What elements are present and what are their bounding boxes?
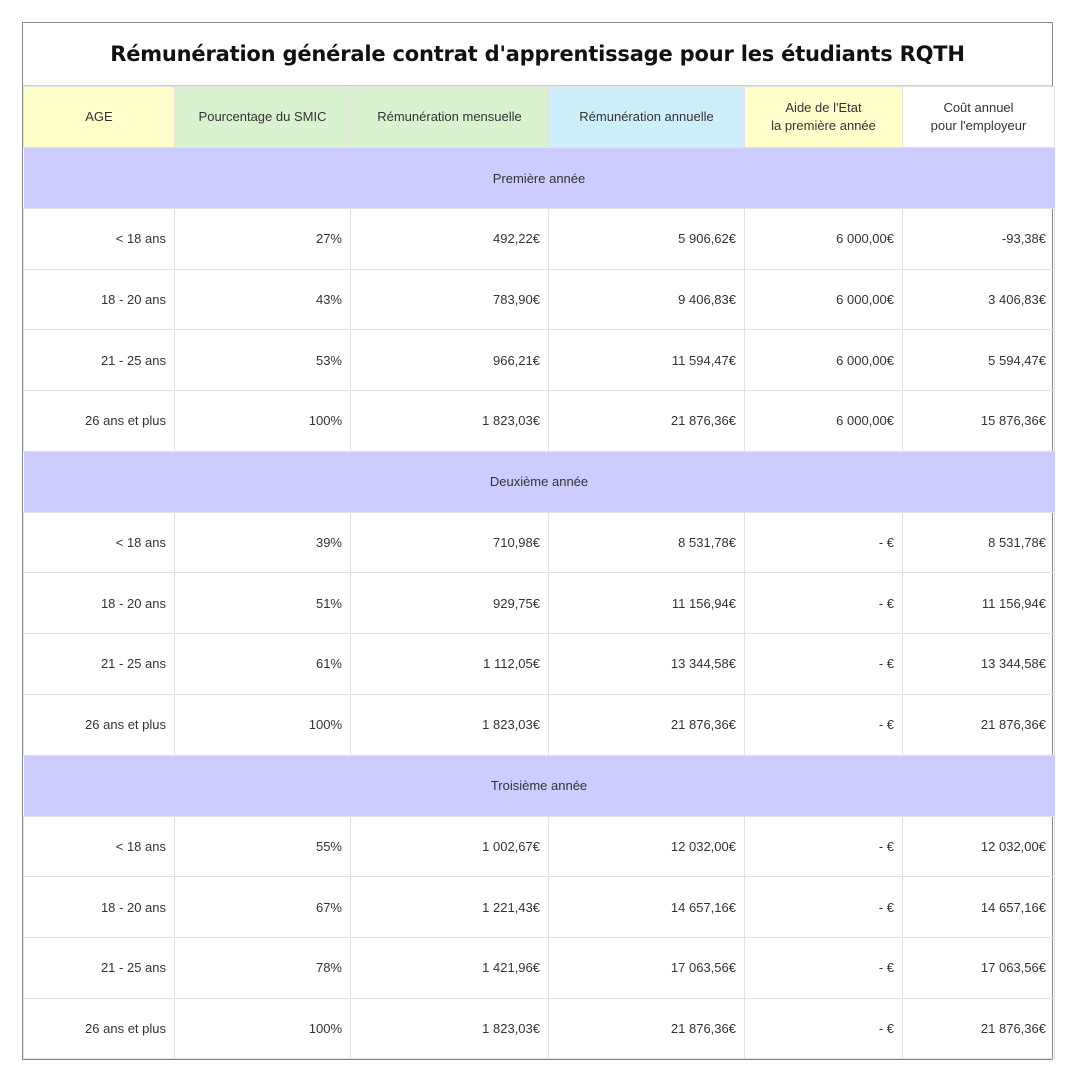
cell-age: < 18 ans (24, 816, 175, 877)
cell-age: 21 - 25 ans (24, 330, 175, 391)
cell-state-aid: - € (745, 573, 903, 634)
section-label: Deuxième année (24, 451, 1055, 512)
cell-state-aid: 6 000,00€ (745, 209, 903, 270)
cell-age: 26 ans et plus (24, 391, 175, 452)
cell-state-aid: 6 000,00€ (745, 269, 903, 330)
table-row (24, 816, 1055, 877)
cell-annual-pay: 14 657,16€ (549, 877, 745, 938)
table-row (24, 512, 1055, 573)
cell-state-aid: - € (745, 937, 903, 998)
cell-smic-percentage: 100% (175, 694, 351, 755)
section-label: Première année (24, 148, 1055, 209)
cell-monthly-pay: 1 823,03€ (351, 694, 549, 755)
table-row (24, 330, 1055, 391)
table-title: Rémunération générale contrat d'apprentissage pour les étudiants RQTH (23, 23, 1052, 86)
cell-annual-pay: 13 344,58€ (549, 634, 745, 695)
header-state-aid-line2: la première année (771, 118, 876, 133)
cell-employer-cost: -93,38€ (903, 209, 1055, 270)
cell-annual-pay: 17 063,56€ (549, 937, 745, 998)
cell-employer-cost: 17 063,56€ (903, 937, 1055, 998)
table-row (24, 269, 1055, 330)
cell-age: 18 - 20 ans (24, 877, 175, 938)
table-row (24, 937, 1055, 998)
cell-employer-cost: 14 657,16€ (903, 877, 1055, 938)
cell-state-aid: - € (745, 694, 903, 755)
table-row (24, 573, 1055, 634)
header-annual-pay: Rémunération annuelle (549, 87, 745, 148)
cell-monthly-pay: 966,21€ (351, 330, 549, 391)
section-row (24, 451, 1055, 512)
cell-employer-cost: 5 594,47€ (903, 330, 1055, 391)
cell-smic-percentage: 51% (175, 573, 351, 634)
header-smic-percentage: Pourcentage du SMIC (175, 87, 351, 148)
table-row (24, 877, 1055, 938)
cell-employer-cost: 11 156,94€ (903, 573, 1055, 634)
cell-monthly-pay: 783,90€ (351, 269, 549, 330)
cell-monthly-pay: 1 112,05€ (351, 634, 549, 695)
cell-smic-percentage: 100% (175, 998, 351, 1059)
cell-annual-pay: 8 531,78€ (549, 512, 745, 573)
header-employer-cost (903, 87, 1055, 148)
table-row (24, 209, 1055, 270)
cell-smic-percentage: 100% (175, 391, 351, 452)
cell-monthly-pay: 929,75€ (351, 573, 549, 634)
cell-smic-percentage: 27% (175, 209, 351, 270)
section-row (24, 755, 1055, 816)
cell-annual-pay: 12 032,00€ (549, 816, 745, 877)
cell-state-aid: - € (745, 512, 903, 573)
cell-smic-percentage: 55% (175, 816, 351, 877)
cell-annual-pay: 11 594,47€ (549, 330, 745, 391)
cell-state-aid: - € (745, 998, 903, 1059)
cell-state-aid: - € (745, 877, 903, 938)
cell-age: 26 ans et plus (24, 998, 175, 1059)
cell-smic-percentage: 78% (175, 937, 351, 998)
salary-table-sheet (22, 22, 1053, 1060)
cell-smic-percentage: 67% (175, 877, 351, 938)
cell-monthly-pay: 1 002,67€ (351, 816, 549, 877)
header-monthly-pay: Rémunération mensuelle (351, 87, 549, 148)
cell-state-aid: - € (745, 634, 903, 695)
header-state-aid (745, 87, 903, 148)
cell-annual-pay: 21 876,36€ (549, 998, 745, 1059)
cell-age: 21 - 25 ans (24, 937, 175, 998)
table-row (24, 391, 1055, 452)
cell-state-aid: 6 000,00€ (745, 330, 903, 391)
cell-employer-cost: 21 876,36€ (903, 998, 1055, 1059)
cell-state-aid: - € (745, 816, 903, 877)
cell-age: < 18 ans (24, 512, 175, 573)
cell-state-aid: 6 000,00€ (745, 391, 903, 452)
salary-table (23, 86, 1055, 1059)
header-age: AGE (24, 87, 175, 148)
section-row (24, 148, 1055, 209)
cell-employer-cost: 8 531,78€ (903, 512, 1055, 573)
header-employer-cost-line2: pour l'employeur (930, 118, 1027, 133)
cell-age: 26 ans et plus (24, 694, 175, 755)
cell-annual-pay: 21 876,36€ (549, 694, 745, 755)
cell-monthly-pay: 710,98€ (351, 512, 549, 573)
cell-age: 18 - 20 ans (24, 269, 175, 330)
cell-employer-cost: 12 032,00€ (903, 816, 1055, 877)
cell-employer-cost: 15 876,36€ (903, 391, 1055, 452)
cell-employer-cost: 3 406,83€ (903, 269, 1055, 330)
cell-smic-percentage: 61% (175, 634, 351, 695)
cell-employer-cost: 13 344,58€ (903, 634, 1055, 695)
table-row (24, 998, 1055, 1059)
cell-employer-cost: 21 876,36€ (903, 694, 1055, 755)
cell-smic-percentage: 53% (175, 330, 351, 391)
cell-age: 21 - 25 ans (24, 634, 175, 695)
cell-annual-pay: 11 156,94€ (549, 573, 745, 634)
table-body (24, 148, 1055, 1059)
cell-smic-percentage: 39% (175, 512, 351, 573)
header-employer-cost-line1: Coût annuel (943, 100, 1014, 115)
header-state-aid-line1: Aide de l'Etat (785, 100, 862, 115)
cell-age: 18 - 20 ans (24, 573, 175, 634)
cell-monthly-pay: 1 421,96€ (351, 937, 549, 998)
cell-annual-pay: 5 906,62€ (549, 209, 745, 270)
cell-age: < 18 ans (24, 209, 175, 270)
cell-monthly-pay: 1 221,43€ (351, 877, 549, 938)
cell-annual-pay: 21 876,36€ (549, 391, 745, 452)
table-row (24, 634, 1055, 695)
header-row (24, 87, 1055, 148)
cell-annual-pay: 9 406,83€ (549, 269, 745, 330)
cell-smic-percentage: 43% (175, 269, 351, 330)
section-label: Troisième année (24, 755, 1055, 816)
cell-monthly-pay: 1 823,03€ (351, 391, 549, 452)
cell-monthly-pay: 492,22€ (351, 209, 549, 270)
cell-monthly-pay: 1 823,03€ (351, 998, 549, 1059)
table-row (24, 694, 1055, 755)
